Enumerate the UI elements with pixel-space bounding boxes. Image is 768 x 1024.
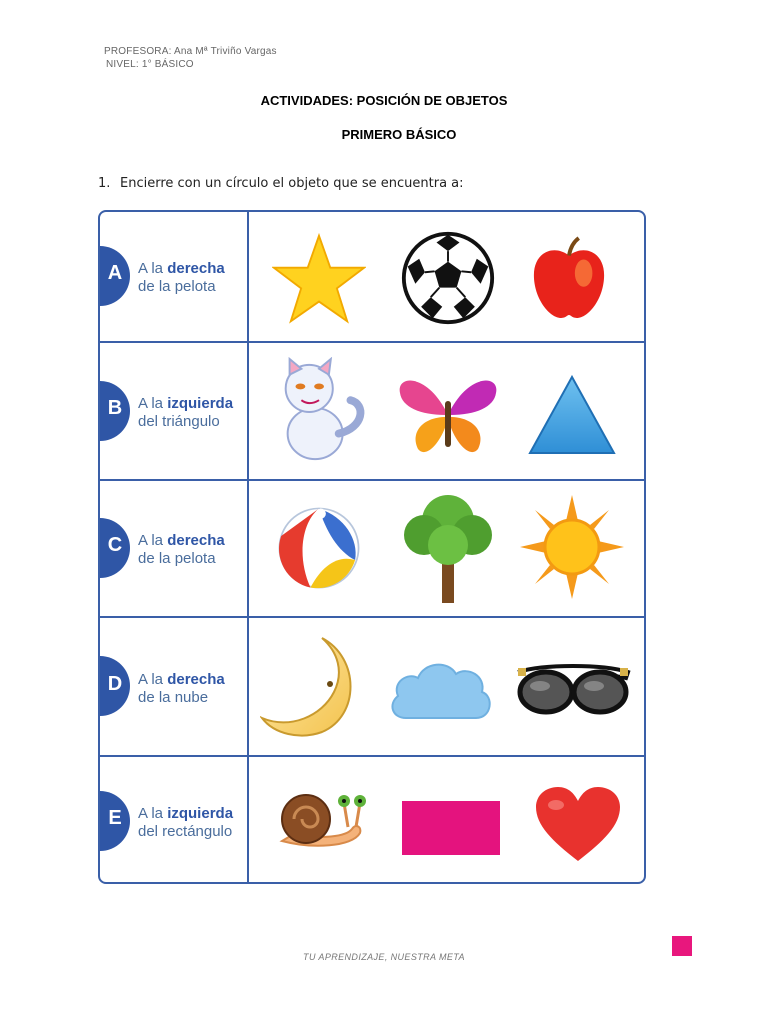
row-label bbox=[138, 805, 233, 841]
label-direction: derecha bbox=[167, 671, 225, 688]
row-letter: B bbox=[107, 397, 123, 419]
row-divider bbox=[247, 757, 249, 884]
label-direction: derecha bbox=[167, 532, 225, 549]
page-title: ACTIVIDADES: POSICIÓN DE OBJETOS bbox=[260, 93, 508, 108]
butterfly-icon[interactable] bbox=[396, 373, 500, 459]
row-letter: A bbox=[107, 262, 123, 284]
question-number: 1. bbox=[98, 176, 111, 191]
label-reference: de la nube bbox=[138, 689, 209, 706]
label-direction: izquierda bbox=[167, 805, 234, 822]
moon-icon[interactable] bbox=[260, 634, 362, 740]
label-pre: A la bbox=[138, 260, 168, 277]
question-text: Encierre con un círculo el objeto que se encuentra a: bbox=[120, 176, 464, 191]
row-divider bbox=[247, 212, 249, 341]
label-pre: A la bbox=[138, 532, 168, 549]
row-letter: D bbox=[107, 673, 123, 695]
row-divider bbox=[247, 618, 249, 755]
label-reference: de la pelota bbox=[138, 278, 216, 295]
level-label: NIVEL: 1° BÁSICO bbox=[106, 59, 194, 70]
row-label bbox=[138, 260, 225, 296]
activity-table bbox=[98, 210, 646, 884]
row-label bbox=[138, 395, 233, 431]
star-icon[interactable] bbox=[272, 232, 366, 326]
teacher-name: PROFESORA: Ana Mª Triviño Vargas bbox=[104, 46, 277, 57]
label-reference: del rectángulo bbox=[138, 823, 233, 840]
label-direction: derecha bbox=[167, 260, 225, 277]
beach-ball-icon[interactable] bbox=[276, 505, 362, 591]
question-1 bbox=[98, 176, 464, 191]
row-divider bbox=[247, 481, 249, 616]
sunglasses-icon[interactable] bbox=[514, 660, 632, 718]
page-subtitle: PRIMERO BÁSICO bbox=[341, 127, 457, 142]
row-label bbox=[138, 671, 225, 707]
rectangle-icon[interactable] bbox=[402, 801, 500, 855]
heart-icon[interactable] bbox=[534, 785, 622, 863]
pink-square-mark bbox=[672, 936, 692, 956]
row-d bbox=[100, 618, 644, 757]
soccer-ball-icon[interactable] bbox=[400, 230, 496, 326]
row-b bbox=[100, 343, 644, 481]
snail-icon[interactable] bbox=[272, 789, 368, 853]
sun-icon[interactable] bbox=[520, 495, 624, 599]
cat-icon[interactable] bbox=[268, 357, 376, 465]
footer-motto: TU APRENDIZAJE, NUESTRA META bbox=[303, 952, 465, 962]
row-divider bbox=[247, 343, 249, 479]
row-a bbox=[100, 212, 644, 343]
row-e bbox=[100, 757, 644, 884]
apple-icon[interactable] bbox=[530, 234, 608, 322]
tree-icon[interactable] bbox=[398, 491, 498, 605]
label-pre: A la bbox=[138, 671, 168, 688]
label-direction: izquierda bbox=[167, 395, 234, 412]
row-c bbox=[100, 481, 644, 618]
row-letter: E bbox=[108, 807, 122, 829]
label-reference: de la pelota bbox=[138, 550, 216, 567]
triangle-icon[interactable] bbox=[526, 373, 618, 457]
label-pre: A la bbox=[138, 395, 168, 412]
row-label bbox=[138, 532, 225, 568]
label-pre: A la bbox=[138, 805, 168, 822]
cloud-icon[interactable] bbox=[386, 656, 494, 720]
row-letter: C bbox=[107, 534, 123, 556]
label-reference: del triángulo bbox=[138, 413, 220, 430]
